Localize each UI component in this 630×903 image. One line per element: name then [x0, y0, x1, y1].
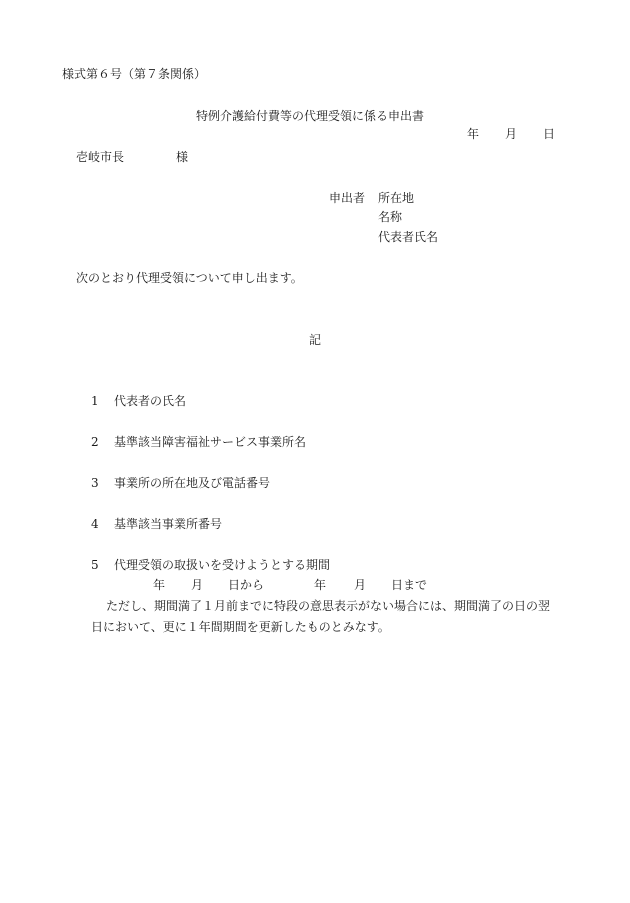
period-end-month: 月 [354, 578, 367, 592]
document-title: 特例介護給付費等の代理受領に係る申出書 [196, 109, 425, 123]
period-end-day: 日まで [391, 578, 428, 592]
period-start-year: 年 [153, 578, 166, 592]
note-line-2: 日において、更に１年間期間を更新したものとみなす。 [91, 620, 390, 634]
period-end-year: 年 [314, 578, 327, 592]
note-line-1: ただし、期間満了１月前までに特段の意思表示がない場合には、期間満了の日の翌 [106, 599, 551, 613]
item-text: 事業所の所在地及び電話番号 [114, 476, 271, 490]
intro-text: 次のとおり代理受領について申し出ます。 [76, 271, 303, 285]
item-text: 代表者の氏名 [114, 394, 187, 408]
date-month: 月 [505, 127, 518, 141]
addressee-honorific: 様 [176, 150, 189, 164]
item-text: 基準該当障害福祉サービス事業所名 [114, 435, 307, 449]
item-number: 2 [91, 435, 99, 449]
item-number: 1 [91, 394, 99, 408]
item-text: 基準該当事業所番号 [114, 517, 223, 531]
addressee-name: 壱岐市長 [76, 150, 125, 164]
applicant-address-label: 所在地 [378, 191, 415, 205]
date-year: 年 [467, 127, 480, 141]
ki-heading: 記 [309, 333, 322, 347]
applicant-representative-label: 代表者氏名 [378, 230, 439, 244]
item-number: 5 [91, 558, 99, 572]
applicant-name-label: 名称 [378, 210, 403, 224]
period-start-day: 日から [228, 578, 265, 592]
item-text: 代理受領の取扱いを受けようとする期間 [114, 558, 331, 572]
form-number: 様式第６号（第７条関係） [62, 67, 207, 81]
applicant-label: 申出者 [329, 191, 366, 205]
item-number: 4 [91, 517, 99, 531]
period-start-month: 月 [191, 578, 204, 592]
date-day: 日 [543, 127, 556, 141]
item-number: 3 [91, 476, 99, 490]
